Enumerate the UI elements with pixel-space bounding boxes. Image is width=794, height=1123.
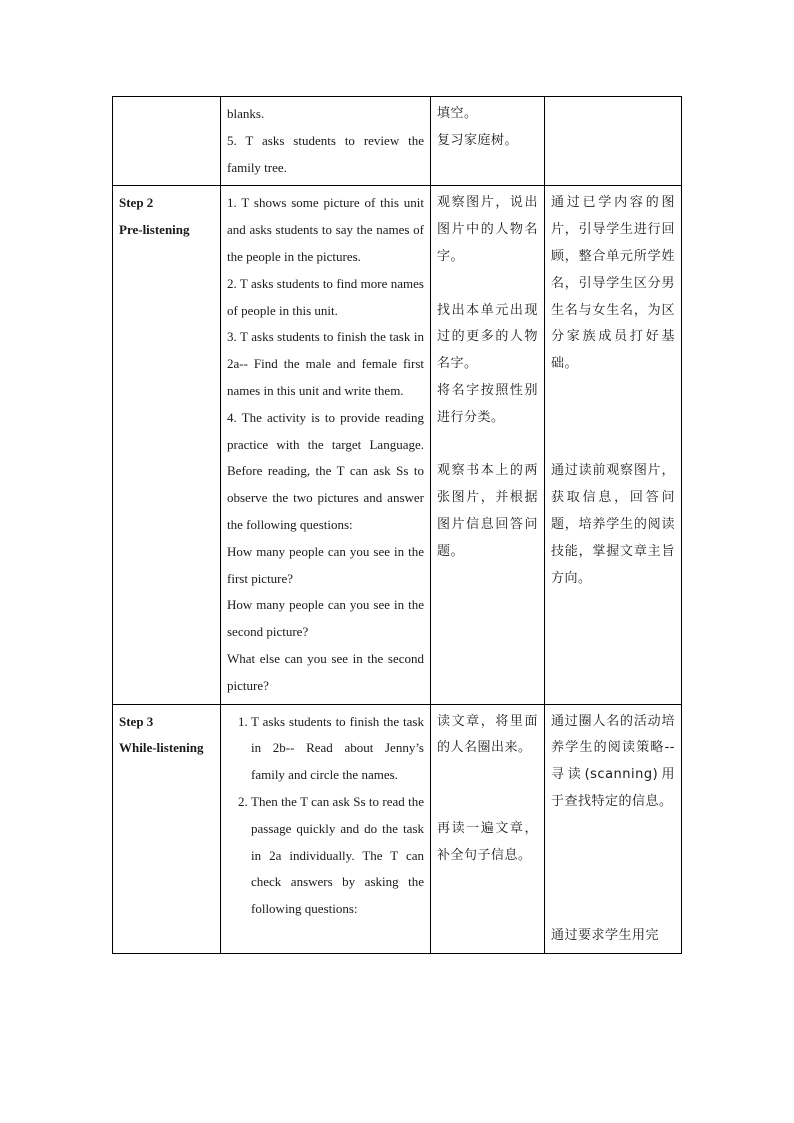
table-row [113, 186, 682, 704]
spacer [551, 816, 675, 896]
lesson-plan-table [112, 96, 682, 954]
purpose-cell [545, 186, 682, 704]
task-list [227, 709, 424, 923]
step-title: Step 3 [119, 713, 154, 729]
student-line: 读文章，将里面的人名圈出来。 [437, 713, 538, 756]
question-line: How many people can you see in the second picture? [227, 597, 424, 640]
purpose-line: 通过读前观察图片，获取信息，回答问题，培养学生的阅读技能，掌握文章主旨方向。 [551, 463, 675, 586]
teacher-activity-cell [221, 186, 431, 704]
table-row [113, 97, 682, 186]
spacer [551, 378, 675, 405]
student-line: 填空。 [437, 106, 478, 121]
student-line: 观察图片，说出图片中的人物名字。 [437, 195, 538, 264]
step-title: Step 2 [119, 195, 154, 211]
student-line: 找出本单元出现过的更多的人物名字。 [437, 302, 538, 372]
teacher-activity-cell [221, 97, 431, 186]
purpose-line: 通过已学内容的图片，引导学生进行回顾，整合单元所学姓名，引导学生区分男生名与女生名，为区分家族成员打好基础。 [551, 195, 675, 372]
student-line: 复习家庭树。 [437, 132, 519, 148]
list-item: 2. Then the T can ask Ss to read the passage quickly and do the task in 2a individually. The T can check answers by asking the following questions: [251, 789, 424, 923]
table-row [113, 704, 682, 954]
teacher-line: 4. The activity is to provide reading practice with the target Language. Before reading, the T can ask Ss to observe the two pictures and answer the following questions: [227, 409, 424, 532]
spacer [437, 789, 538, 816]
student-activity-cell [431, 704, 545, 954]
teacher-line: blanks. [227, 106, 265, 121]
spacer [551, 896, 675, 923]
step-cell [113, 97, 221, 186]
step-cell [113, 704, 221, 954]
spacer [437, 762, 538, 789]
teacher-line: 1. T shows some picture of this unit and asks students to say the names of the people in the pictures. [227, 195, 424, 264]
spacer [437, 432, 538, 459]
teacher-activity-cell [221, 704, 431, 954]
list-item: 1. T asks students to finish the task in 2b-- Read about Jenny’s family and circle the names. [251, 709, 424, 789]
step-name: While-listening [119, 740, 204, 756]
student-line: 再读一遍文章，补全句子信息。 [437, 820, 538, 863]
student-line: 观察书本上的两张图片，并根据图片信息回答问题。 [437, 463, 538, 559]
purpose-cell [545, 704, 682, 954]
purpose-cell [545, 97, 682, 186]
teacher-line: 3. T asks students to finish the task in 2a-- Find the male and female first names in this unit and write them. [227, 329, 424, 398]
purpose-line: 通过圈人名的活动培养学生的阅读策略--寻读(scanning)用于查找特定的信息。 [551, 713, 675, 809]
teacher-line: 2. T asks students to find more names of people in this unit. [227, 275, 424, 318]
step-cell [113, 186, 221, 704]
student-line: 将名字按照性别进行分类。 [437, 382, 538, 425]
question-line: What else can you see in the second picture? [227, 650, 424, 693]
question-line: How many people can you see in the first picture? [227, 543, 424, 586]
student-activity-cell [431, 97, 545, 186]
teacher-line: 5. T asks students to review the family tree. [227, 132, 424, 175]
spacer [437, 271, 538, 298]
step-name: Pre-listening [119, 222, 190, 238]
spacer [551, 432, 675, 459]
student-activity-cell [431, 186, 545, 704]
purpose-line: 通过要求学生用完 [551, 927, 660, 943]
spacer [551, 405, 675, 432]
